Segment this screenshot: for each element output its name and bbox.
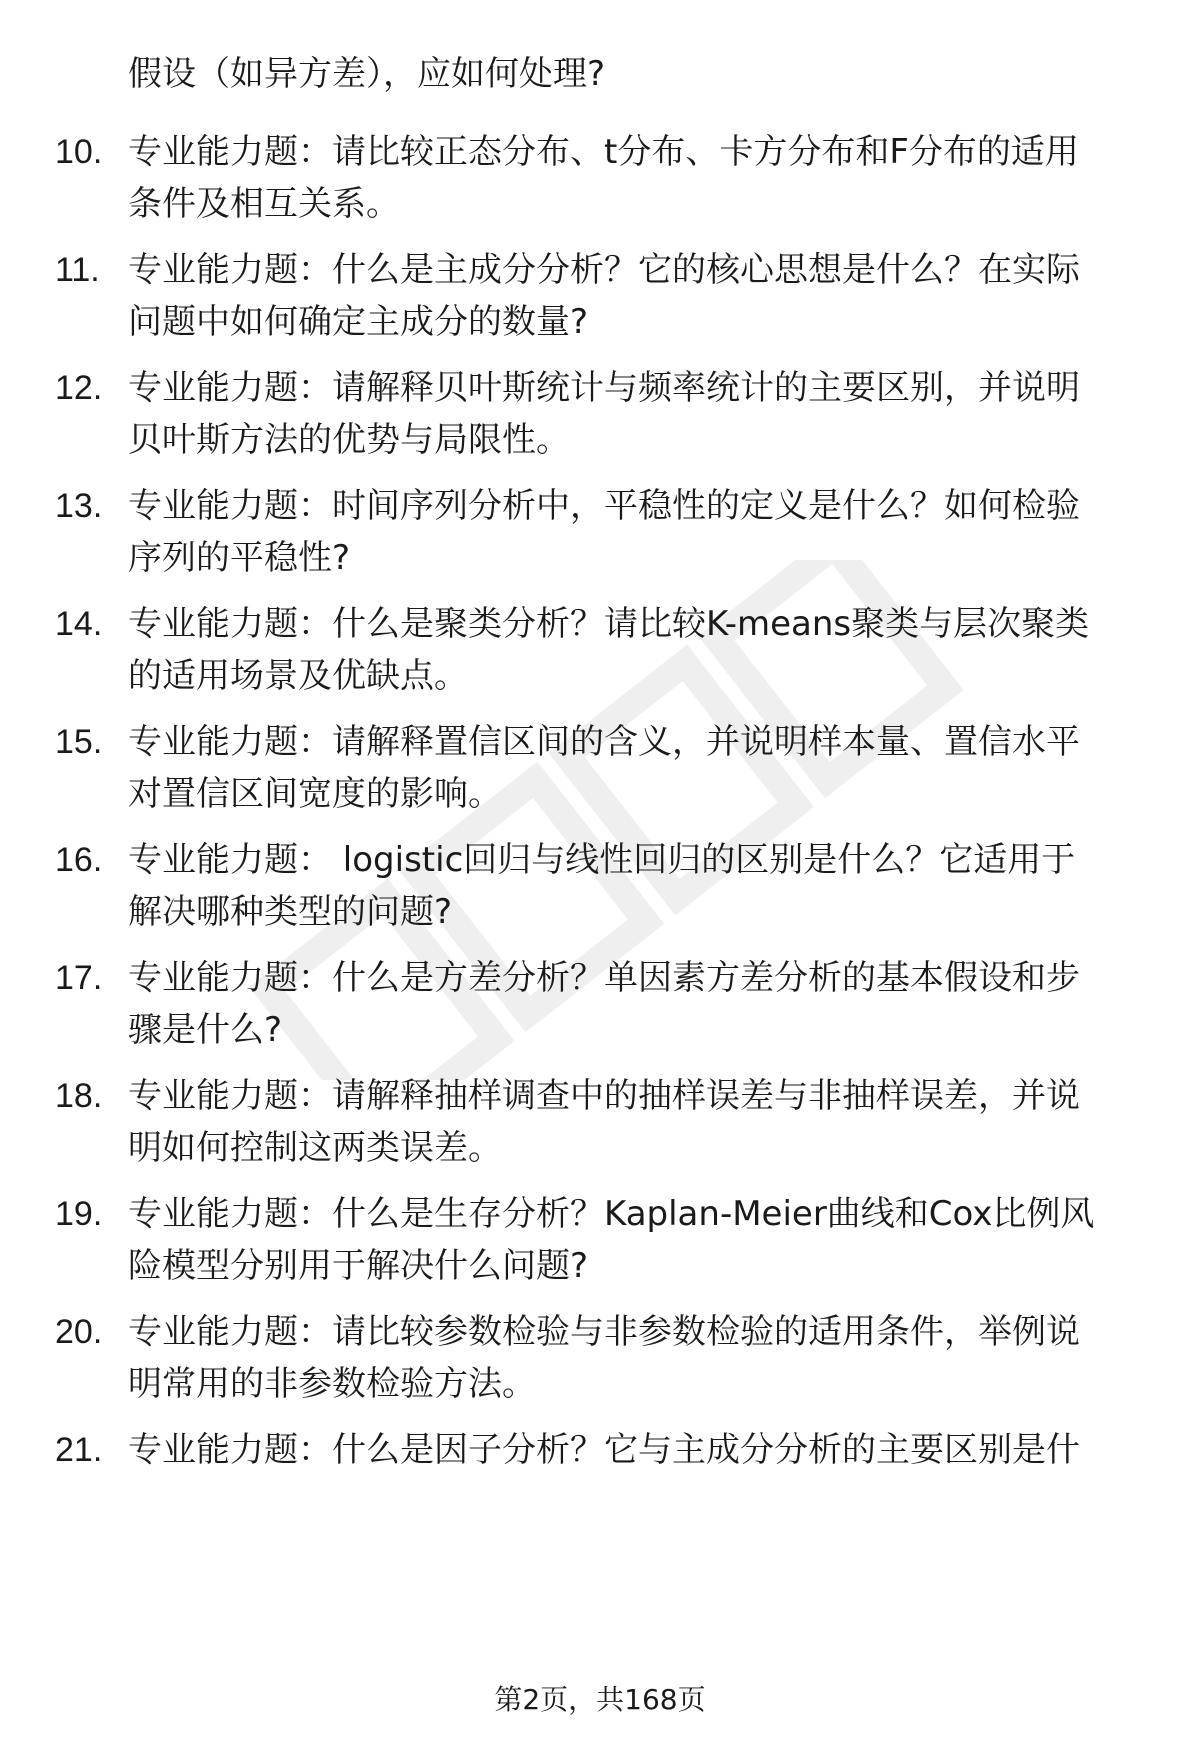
item-text (128, 834, 1148, 938)
item-line: 专业能力题：请解释置信区间的含义，并说明样本量、置信水平 (128, 722, 1080, 762)
item-line: 专业能力题： logistic回归与线性回归的区别是什么？它适用于 (128, 840, 1076, 880)
list-item (0, 834, 1200, 954)
item-number: 19. (55, 1195, 103, 1233)
list-item (0, 1188, 1200, 1308)
item-text (128, 1424, 1148, 1476)
item-line: 专业能力题：时间序列分析中，平稳性的定义是什么？如何检验 (128, 486, 1080, 526)
item-number: 11. (55, 251, 100, 289)
item-text (128, 716, 1148, 820)
item-line: 专业能力题：什么是因子分析？它与主成分分析的主要区别是什 (128, 1430, 1080, 1470)
list-item (0, 1306, 1200, 1426)
item-line: 险模型分别用于解决什么问题? (128, 1246, 589, 1286)
item-line: 专业能力题：什么是方差分析？单因素方差分析的基本假设和步 (128, 958, 1080, 998)
item-line: 序列的平稳性? (128, 538, 351, 578)
list-item (0, 1424, 1200, 1544)
item-text (128, 1306, 1148, 1410)
item-number: 14. (55, 605, 103, 643)
item-line: 专业能力题：请比较正态分布、t分布、卡方分布和F分布的适用 (128, 132, 1079, 172)
item-number: 20. (55, 1313, 103, 1351)
item-line: 专业能力题：什么是主成分分析？它的核心思想是什么？在实际 (128, 250, 1080, 290)
item-text (128, 480, 1148, 584)
item-text (128, 598, 1148, 702)
page-number-footer: 第2页，共168页 (494, 1683, 706, 1716)
item-line: 骤是什么? (128, 1010, 283, 1050)
item-number: 21. (55, 1431, 103, 1469)
item-number: 15. (55, 723, 103, 761)
list-item (0, 1070, 1200, 1190)
list-item (0, 480, 1200, 600)
list-item (0, 126, 1200, 246)
item-number: 16. (55, 841, 103, 879)
item-number: 17. (55, 959, 103, 997)
item-line: 贝叶斯方法的优势与局限性。 (128, 420, 570, 460)
item-number: 10. (55, 133, 103, 171)
item-number: 13. (55, 487, 103, 525)
item-text (128, 244, 1148, 348)
list-item (0, 716, 1200, 836)
item-line: 问题中如何确定主成分的数量? (128, 302, 589, 342)
item-line: 条件及相互关系。 (128, 184, 400, 224)
list-item (0, 244, 1200, 364)
item-text (128, 126, 1148, 230)
item-line: 对置信区间宽度的影响。 (128, 774, 502, 814)
item-line: 明常用的非参数检验方法。 (128, 1364, 536, 1404)
item-line: 专业能力题：什么是生存分析？Kaplan-Meier曲线和Cox比例风 (128, 1194, 1095, 1234)
item-text (128, 48, 1148, 100)
item-line: 专业能力题：什么是聚类分析？请比较K-means聚类与层次聚类 (128, 604, 1090, 644)
item-line: 明如何控制这两类误差。 (128, 1128, 502, 1168)
list-item (0, 952, 1200, 1072)
item-line: 假设（如异方差），应如何处理? (128, 54, 606, 94)
list-item (0, 598, 1200, 718)
item-number: 18. (55, 1077, 103, 1115)
list-item (0, 362, 1200, 482)
item-line: 专业能力题：请解释抽样调查中的抽样误差与非抽样误差，并说 (128, 1076, 1080, 1116)
item-text (128, 1188, 1148, 1292)
item-line: 专业能力题：请解释贝叶斯统计与频率统计的主要区别，并说明 (128, 368, 1080, 408)
item-text (128, 952, 1148, 1056)
item-line: 专业能力题：请比较参数检验与非参数检验的适用条件，举例说 (128, 1312, 1080, 1352)
item-text (128, 362, 1148, 466)
item-line: 解决哪种类型的问题? (128, 892, 453, 932)
item-number: 12. (55, 369, 103, 407)
item-text (128, 1070, 1148, 1174)
item-line: 的适用场景及优缺点。 (128, 656, 468, 696)
